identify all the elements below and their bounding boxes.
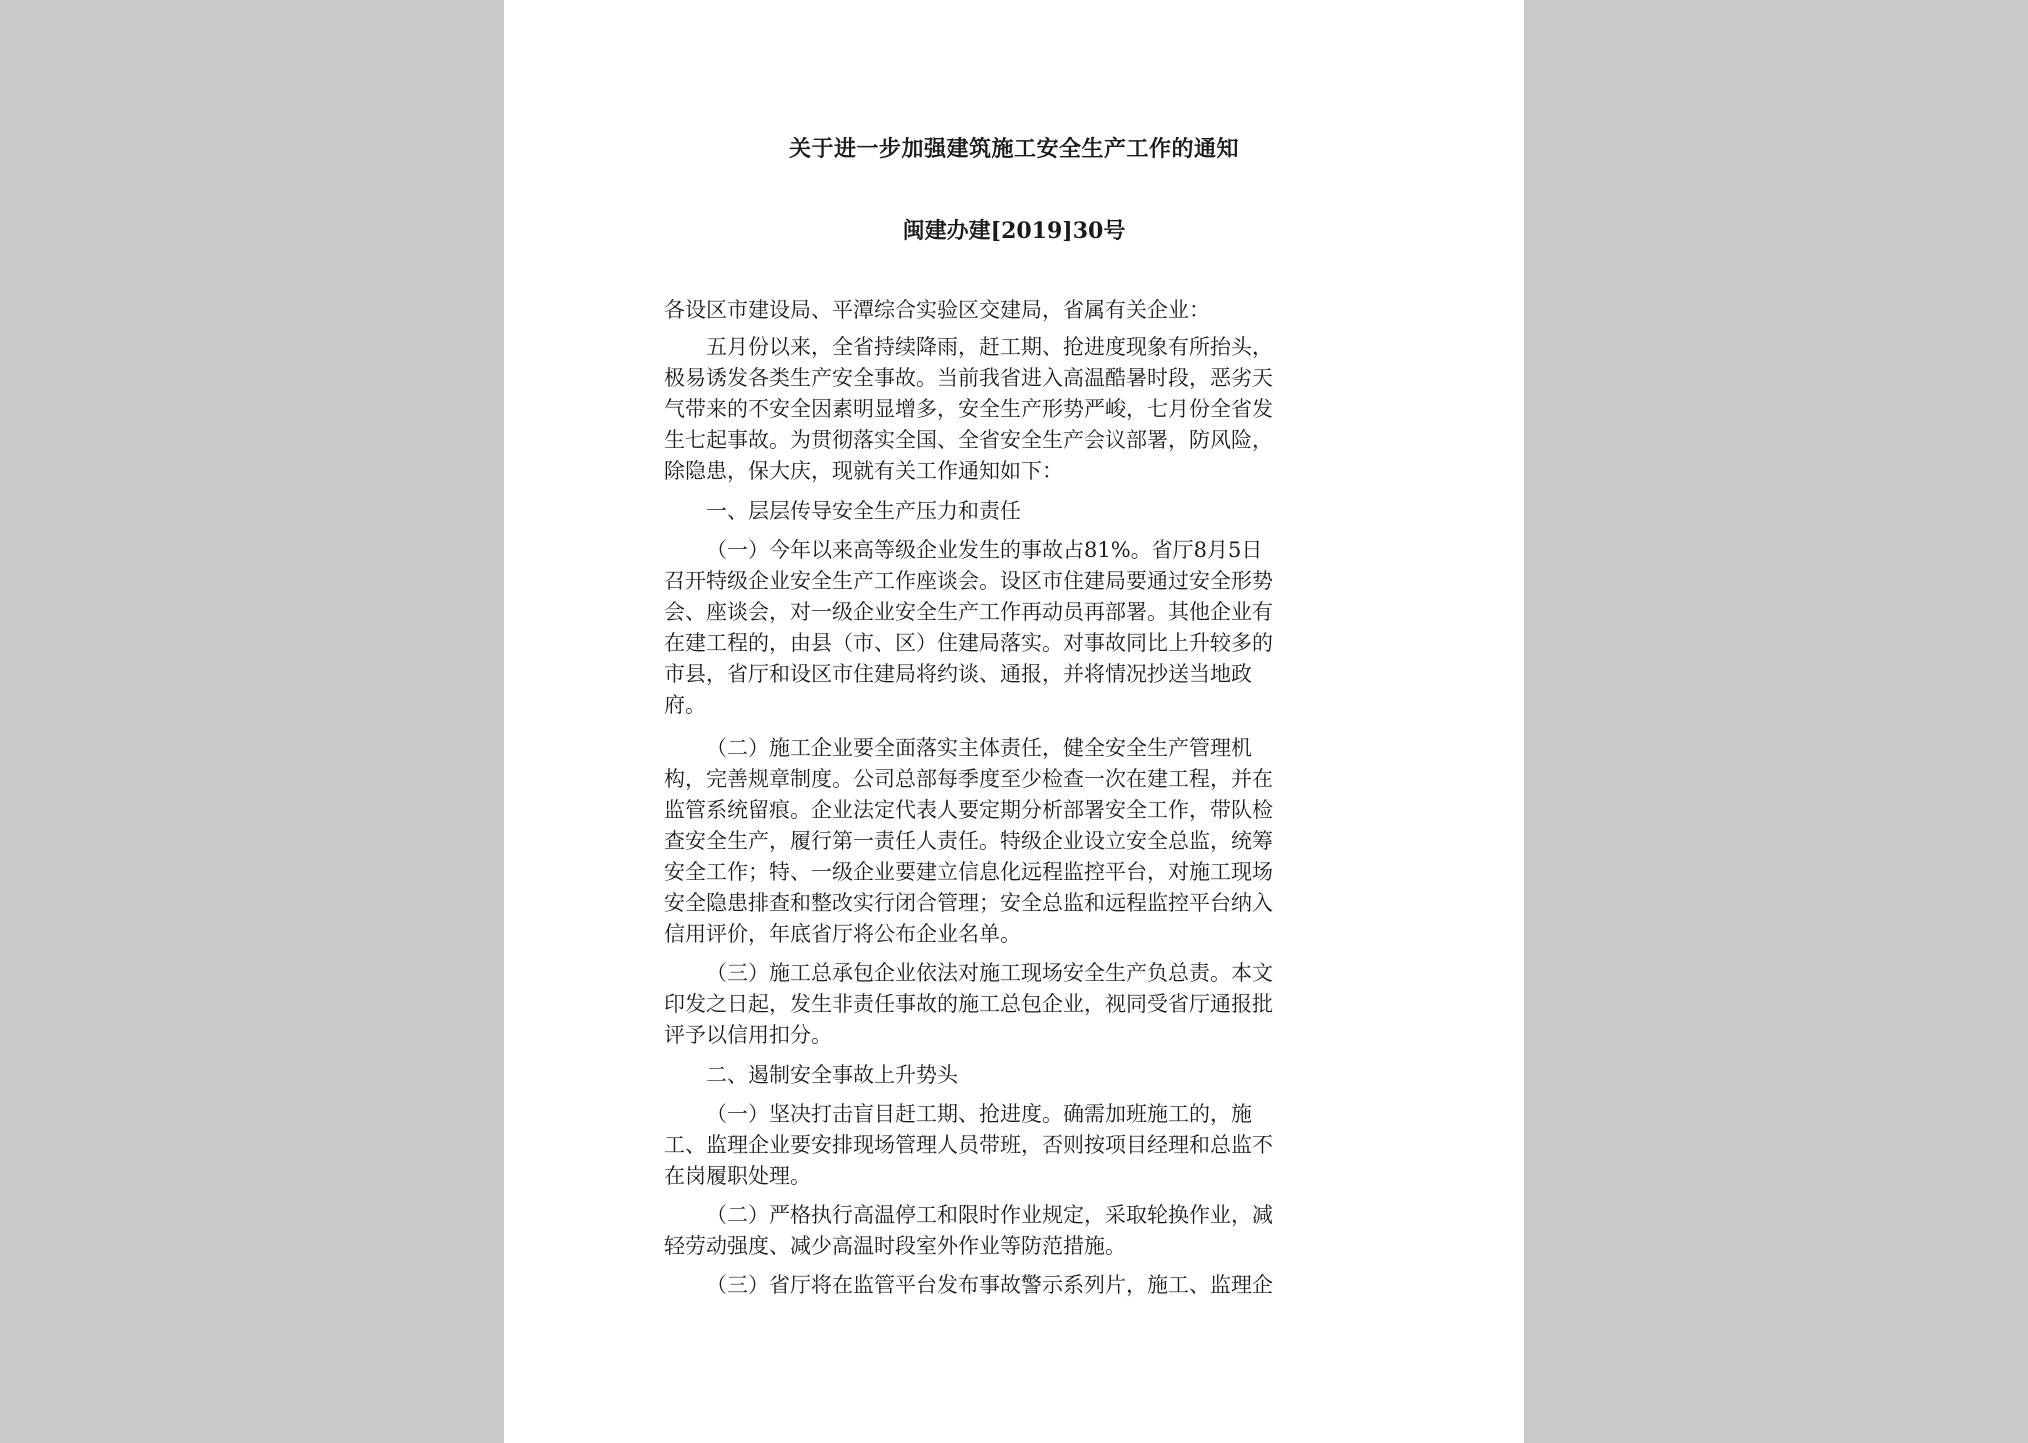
text-line: 召开特级企业安全生产工作座谈会。设区市住建局要通过安全形势: [664, 569, 1273, 593]
text-line: （三）施工总承包企业依法对施工现场安全生产负总责。本文: [706, 961, 1273, 985]
text-line: 极易诱发各类生产安全事故。当前我省进入高温酷暑时段，恶劣天: [664, 366, 1273, 390]
section2-item1-paragraph: [664, 1099, 1368, 1192]
text-line: 安全工作；特、一级企业要建立信息化远程监控平台，对施工现场: [664, 860, 1273, 884]
document-number: 闽建办建[2019]30号: [902, 218, 1126, 244]
text-line: 查安全生产，履行第一责任人责任。特级企业设立安全总监，统筹: [664, 829, 1273, 853]
section1-item2-paragraph: [664, 733, 1368, 950]
text-line: 轻劳动强度、减少高温时段室外作业等防范措施。: [664, 1234, 1126, 1258]
text-line: 五月份以来，全省持续降雨，赶工期、抢进度现象有所抬头，: [706, 335, 1273, 359]
text-line: （二）严格执行高温停工和限时作业规定，采取轮换作业，减: [706, 1203, 1273, 1227]
text-line: 安全隐患排查和整改实行闭合管理；安全总监和远程监控平台纳入: [664, 891, 1273, 915]
salutation: 各设区市建设局、平潭综合实验区交建局，省属有关企业：: [664, 298, 1210, 322]
section1-item1-paragraph: [664, 535, 1368, 721]
text-line: 评予以信用扣分。: [664, 1023, 832, 1047]
text-line: （一）坚决打击盲目赶工期、抢进度。确需加班施工的，施: [706, 1102, 1252, 1126]
section-heading-1: 一、层层传导安全生产压力和责任: [706, 499, 1021, 523]
section2-item2-paragraph: [664, 1200, 1368, 1262]
text-line: 工、监理企业要安排现场管理人员带班，否则按项目经理和总监不: [664, 1133, 1273, 1157]
document-title: 关于进一步加强建筑施工安全生产工作的通知: [788, 136, 1239, 162]
intro-paragraph: [664, 332, 1368, 487]
document-page: [504, 0, 1524, 1443]
text-line: 在岗履职处理。: [664, 1164, 811, 1188]
text-line: （二）施工企业要全面落实主体责任，健全安全生产管理机: [706, 736, 1252, 760]
text-line: 会、座谈会，对一级企业安全生产工作再动员再部署。其他企业有: [664, 600, 1273, 624]
section-heading-2: 二、遏制安全事故上升势头: [706, 1063, 958, 1087]
text-line: 气带来的不安全因素明显增多，安全生产形势严峻，七月份全省发: [664, 397, 1273, 421]
text-line: 构，完善规章制度。公司总部每季度至少检查一次在建工程，并在: [664, 767, 1273, 791]
text-line: 监管系统留痕。企业法定代表人要定期分析部署安全工作，带队检: [664, 798, 1273, 822]
text-line: 信用评价，年底省厅将公布企业名单。: [664, 922, 1021, 946]
text-line: 除隐患，保大庆，现就有关工作通知如下：: [664, 459, 1063, 483]
section2-item3-paragraph: [664, 1270, 1368, 1301]
text-line: 印发之日起，发生非责任事故的施工总包企业，视同受省厅通报批: [664, 992, 1273, 1016]
section1-item3-paragraph: [664, 958, 1368, 1051]
text-line: （三）省厅将在监管平台发布事故警示系列片，施工、监理企: [706, 1273, 1273, 1297]
text-line: 市县，省厅和设区市住建局将约谈、通报，并将情况抄送当地政: [664, 662, 1252, 686]
text-line: 生七起事故。为贯彻落实全国、全省安全生产会议部署，防风险，: [664, 428, 1273, 452]
text-line: 在建工程的，由县（市、区）住建局落实。对事故同比上升较多的: [664, 631, 1273, 655]
text-line: 府。: [664, 693, 706, 717]
document-body: [664, 294, 1368, 1309]
text-line: （一）今年以来高等级企业发生的事故占81%。省厅8月5日: [706, 538, 1263, 562]
